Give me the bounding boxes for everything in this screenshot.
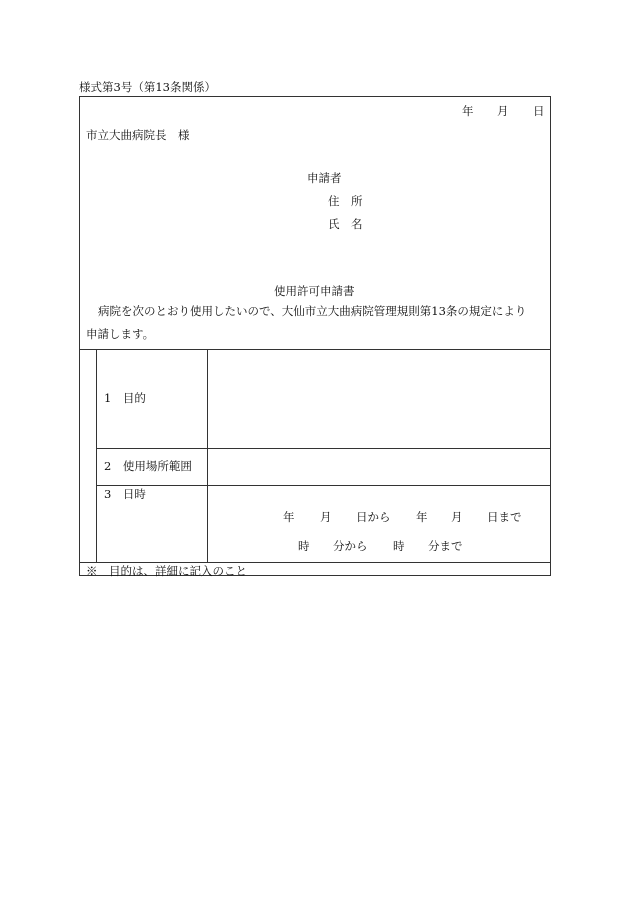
dt-month-2: 月 [451, 510, 463, 524]
dt-day-to: 日まで [487, 510, 522, 524]
applicant-heading: 申請者 [307, 171, 342, 185]
date-day-label: 日 [533, 104, 545, 118]
body-line-1: 病院を次のとおり使用したいので、大仙市立大曲病院管理規則第13条の規定により [98, 304, 527, 318]
row-divider-1 [96, 448, 551, 449]
table-top-border [79, 349, 551, 350]
form-number: 様式第3号（第13条関係） [79, 80, 216, 94]
addressee: 市立大曲病院長 様 [86, 128, 190, 142]
applicant-address-label: 住 所 [328, 194, 363, 208]
row-label-range: 2 使用場所範囲 [104, 459, 192, 473]
dt-month-1: 月 [320, 510, 332, 524]
note-divider [79, 562, 551, 563]
dt-year-2: 年 [416, 510, 428, 524]
body-line-2: 申請します。 [86, 327, 155, 341]
dt-day-from: 日から [356, 510, 391, 524]
applicant-name-label: 氏 名 [328, 217, 363, 231]
date-year-label: 年 [462, 104, 474, 118]
dt-hour-2: 時 [393, 539, 405, 553]
dt-year-1: 年 [283, 510, 295, 524]
row-label-purpose: 1 目的 [104, 391, 146, 405]
dt-min-to: 分まで [428, 539, 463, 553]
dt-min-from: 分から [333, 539, 368, 553]
row-divider-2 [96, 485, 551, 486]
table-left-column-border [96, 349, 97, 562]
dt-hour-1: 時 [298, 539, 310, 553]
row-label-datetime: 3 日時 [104, 487, 146, 501]
footnote: ※ 目的は、詳細に記入のこと [86, 564, 247, 578]
table-label-column-border [207, 349, 208, 562]
document-title: 使用許可申請書 [274, 284, 355, 298]
date-month-label: 月 [497, 104, 509, 118]
